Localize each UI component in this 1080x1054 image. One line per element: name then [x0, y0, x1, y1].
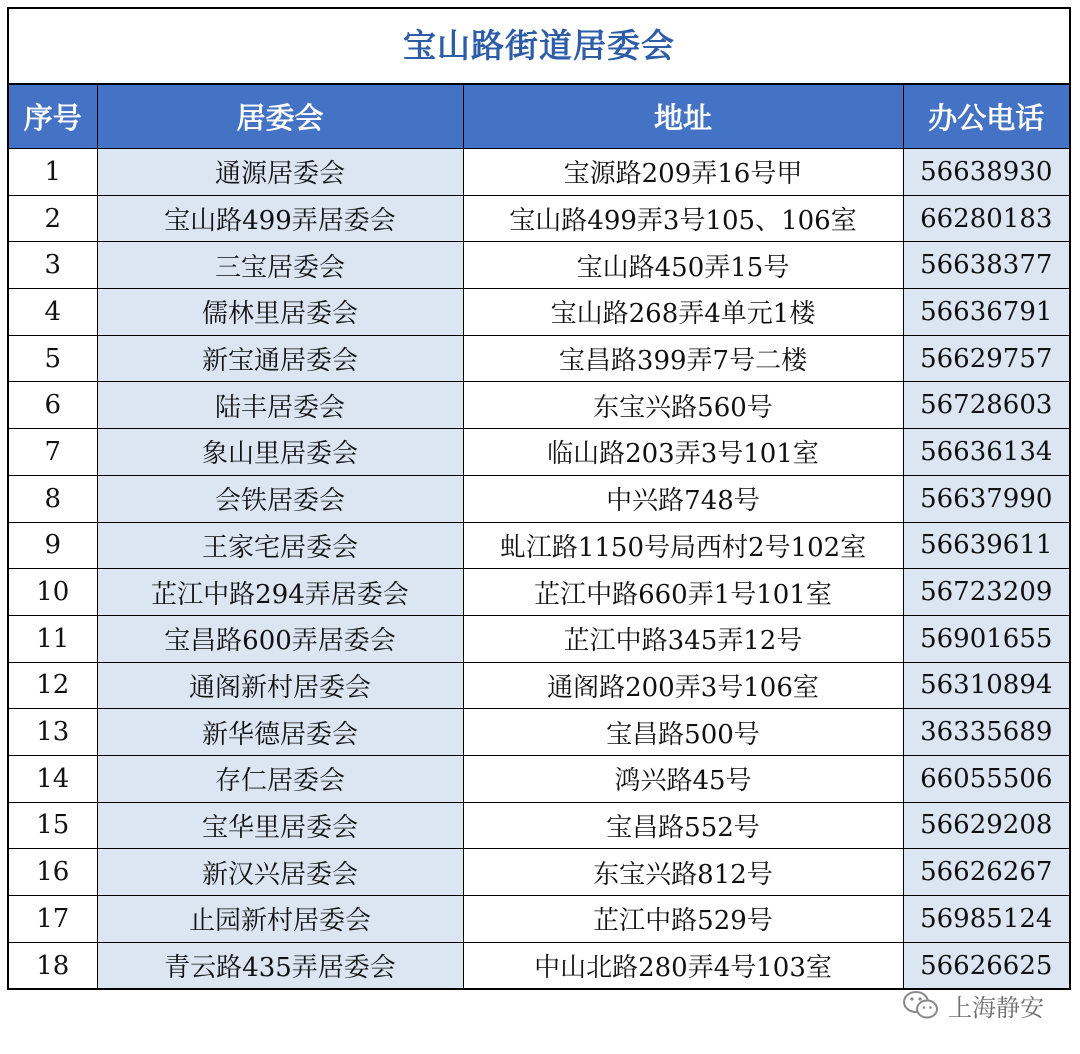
- cell-name: 青云路435弄居委会: [97, 942, 463, 988]
- header-no: 序号: [9, 85, 97, 149]
- cell-name: 陆丰居委会: [97, 382, 463, 429]
- cell-address: 宝山路450弄15号: [463, 242, 903, 289]
- cell-address: 宝源路209弄16号甲: [463, 149, 903, 196]
- cell-address: 中山北路280弄4号103室: [463, 942, 903, 988]
- cell-no: 15: [9, 802, 97, 849]
- cell-name: 宝山路499弄居委会: [97, 195, 463, 242]
- table-row: [9, 755, 1069, 802]
- table-row: [9, 569, 1069, 616]
- table-row: [9, 335, 1069, 382]
- cell-address: 东宝兴路812号: [463, 849, 903, 896]
- committee-table: [9, 85, 1069, 988]
- cell-address: 宝昌路399弄7号二楼: [463, 335, 903, 382]
- cell-name: 新汉兴居委会: [97, 849, 463, 896]
- cell-address: 虬江路1150号局西村2号102室: [463, 522, 903, 569]
- cell-no: 17: [9, 896, 97, 943]
- cell-address: 宝昌路500号: [463, 709, 903, 756]
- cell-phone: 36335689: [903, 709, 1069, 756]
- cell-no: 18: [9, 942, 97, 988]
- cell-phone: 56638930: [903, 149, 1069, 196]
- cell-name: 止园新村居委会: [97, 896, 463, 943]
- watermark: [902, 988, 1044, 1022]
- wechat-icon: [902, 990, 940, 1020]
- cell-no: 10: [9, 569, 97, 616]
- cell-name: 新华德居委会: [97, 709, 463, 756]
- cell-no: 5: [9, 335, 97, 382]
- table-row: [9, 942, 1069, 988]
- cell-name: 通源居委会: [97, 149, 463, 196]
- cell-name: 宝华里居委会: [97, 802, 463, 849]
- cell-address: 芷江中路529号: [463, 896, 903, 943]
- cell-name: 象山里居委会: [97, 429, 463, 476]
- cell-phone: 56629208: [903, 802, 1069, 849]
- table-row: [9, 615, 1069, 662]
- cell-phone: 56629757: [903, 335, 1069, 382]
- table-row: [9, 802, 1069, 849]
- cell-name: 儒林里居委会: [97, 289, 463, 336]
- cell-address: 宝山路268弄4单元1楼: [463, 289, 903, 336]
- cell-name: 新宝通居委会: [97, 335, 463, 382]
- cell-phone: 56728603: [903, 382, 1069, 429]
- cell-phone: 56637990: [903, 475, 1069, 522]
- cell-name: 宝昌路600弄居委会: [97, 615, 463, 662]
- header-row: [9, 85, 1069, 149]
- cell-no: 8: [9, 475, 97, 522]
- cell-no: 9: [9, 522, 97, 569]
- cell-name: 王家宅居委会: [97, 522, 463, 569]
- cell-address: 芷江中路345弄12号: [463, 615, 903, 662]
- cell-name: 三宝居委会: [97, 242, 463, 289]
- cell-phone: 66280183: [903, 195, 1069, 242]
- cell-address: 芷江中路660弄1号101室: [463, 569, 903, 616]
- cell-phone: 56639611: [903, 522, 1069, 569]
- table-row: [9, 429, 1069, 476]
- cell-no: 16: [9, 849, 97, 896]
- table-row: [9, 242, 1069, 289]
- table-row: [9, 195, 1069, 242]
- committee-table-sheet: [7, 7, 1071, 990]
- cell-no: 11: [9, 615, 97, 662]
- cell-phone: 66055506: [903, 755, 1069, 802]
- cell-phone: 56636791: [903, 289, 1069, 336]
- cell-name: 通阁新村居委会: [97, 662, 463, 709]
- cell-no: 14: [9, 755, 97, 802]
- cell-name: 芷江中路294弄居委会: [97, 569, 463, 616]
- cell-no: 7: [9, 429, 97, 476]
- cell-address: 中兴路748号: [463, 475, 903, 522]
- cell-address: 临山路203弄3号101室: [463, 429, 903, 476]
- table-row: [9, 849, 1069, 896]
- cell-no: 3: [9, 242, 97, 289]
- header-phone: 办公电话: [903, 85, 1069, 149]
- cell-phone: 56626267: [903, 849, 1069, 896]
- cell-phone: 56636134: [903, 429, 1069, 476]
- cell-no: 13: [9, 709, 97, 756]
- table-row: [9, 475, 1069, 522]
- cell-phone: 56901655: [903, 615, 1069, 662]
- cell-no: 4: [9, 289, 97, 336]
- table-row: [9, 522, 1069, 569]
- cell-phone: 56638377: [903, 242, 1069, 289]
- cell-no: 6: [9, 382, 97, 429]
- cell-phone: 56626625: [903, 942, 1069, 988]
- table-title: 宝山路街道居委会: [9, 9, 1069, 85]
- cell-address: 通阁路200弄3号106室: [463, 662, 903, 709]
- cell-no: 2: [9, 195, 97, 242]
- table-row: [9, 896, 1069, 943]
- header-address: 地址: [463, 85, 903, 149]
- header-name: 居委会: [97, 85, 463, 149]
- table-row: [9, 289, 1069, 336]
- table-row: [9, 149, 1069, 196]
- cell-address: 东宝兴路560号: [463, 382, 903, 429]
- cell-address: 宝昌路552号: [463, 802, 903, 849]
- watermark-text: 上海静安: [948, 993, 1044, 1022]
- cell-name: 会铁居委会: [97, 475, 463, 522]
- cell-name: 存仁居委会: [97, 755, 463, 802]
- table-row: [9, 382, 1069, 429]
- table-row: [9, 709, 1069, 756]
- cell-phone: 56310894: [903, 662, 1069, 709]
- cell-no: 12: [9, 662, 97, 709]
- cell-phone: 56723209: [903, 569, 1069, 616]
- table-row: [9, 662, 1069, 709]
- cell-address: 鸿兴路45号: [463, 755, 903, 802]
- cell-address: 宝山路499弄3号105、106室: [463, 195, 903, 242]
- cell-phone: 56985124: [903, 896, 1069, 943]
- cell-no: 1: [9, 149, 97, 196]
- table-body: [9, 149, 1069, 989]
